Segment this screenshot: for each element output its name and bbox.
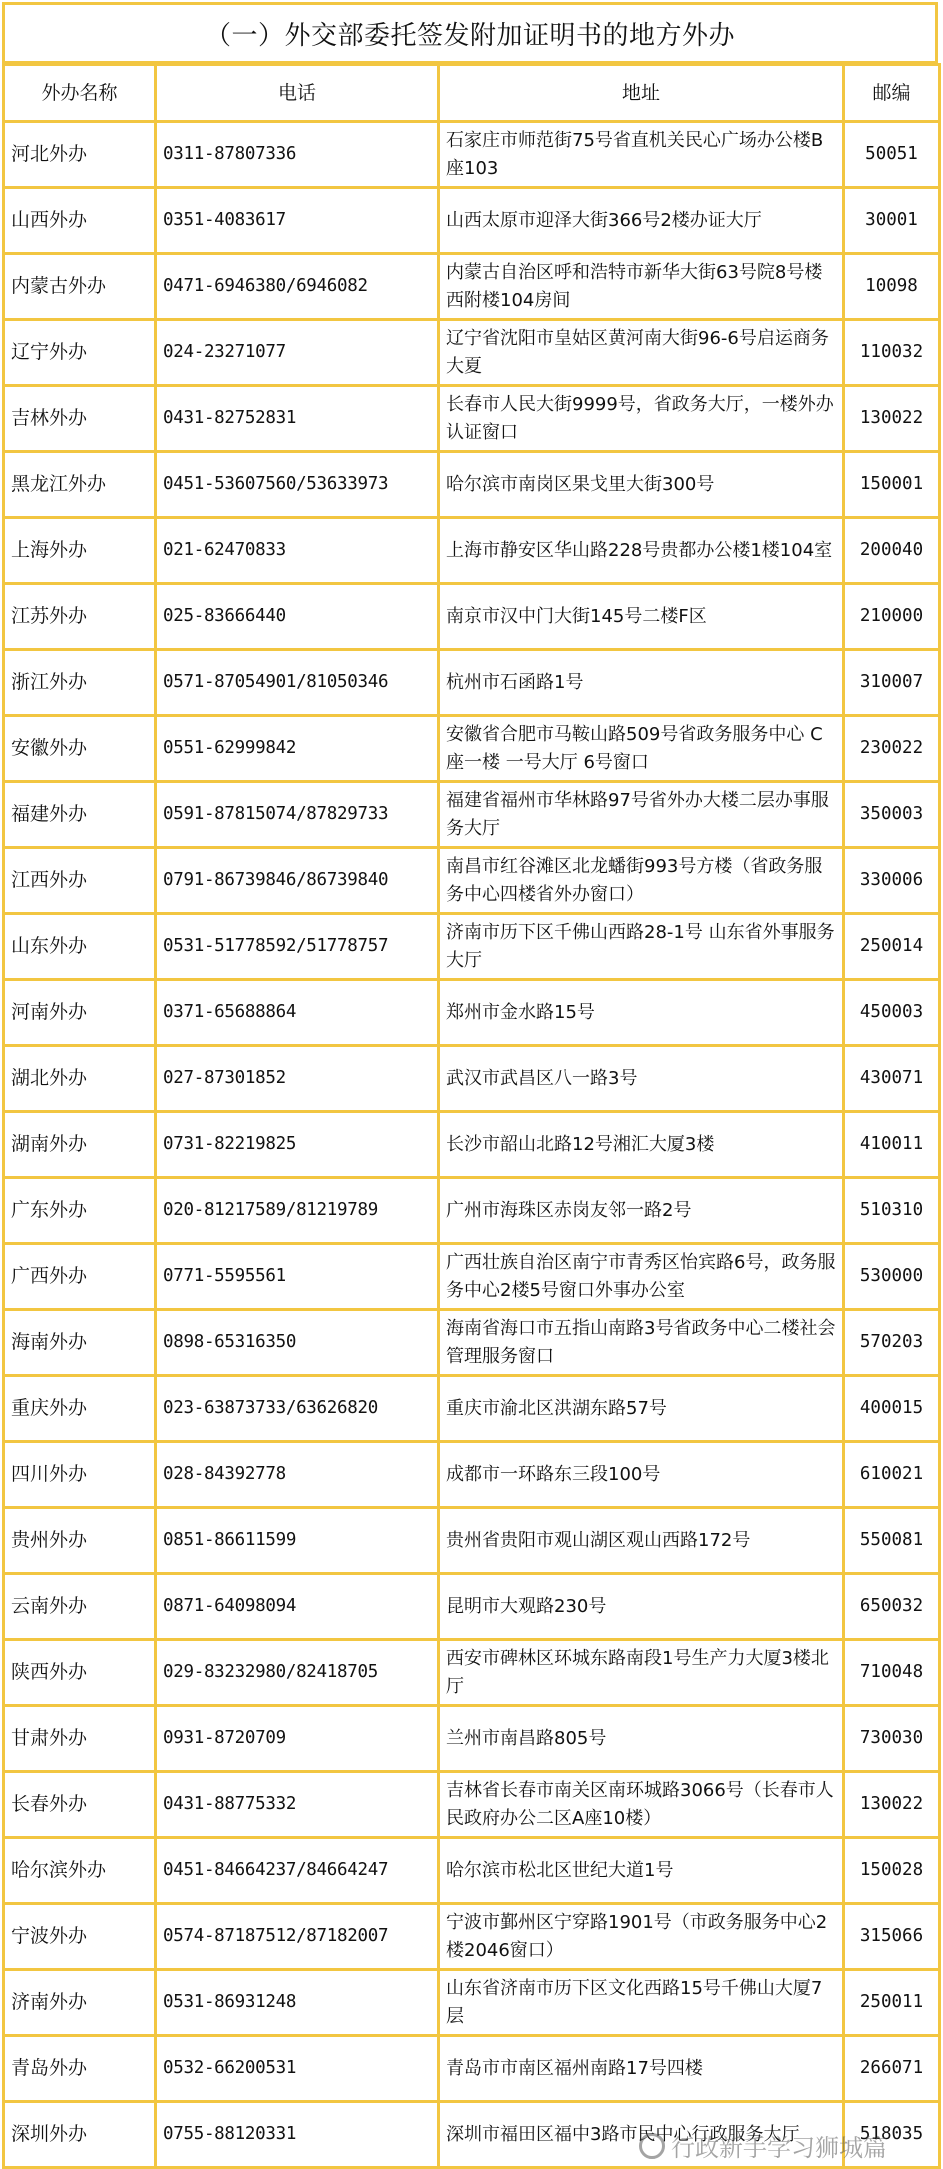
- office-name-cell: 江苏外办: [4, 584, 156, 650]
- header-zip: 邮编: [844, 65, 940, 122]
- phone-cell: 0731-82219825: [156, 1112, 439, 1178]
- table-row: [4, 584, 940, 650]
- zip-cell: 315066: [844, 1904, 940, 1970]
- office-name-cell: 福建外办: [4, 782, 156, 848]
- table-row: [4, 1640, 940, 1706]
- address-cell: 郑州市金水路15号: [439, 980, 844, 1046]
- table-row: [4, 320, 940, 386]
- zip-cell: 530000: [844, 1244, 940, 1310]
- phone-cell: 0431-88775332: [156, 1772, 439, 1838]
- office-name-cell: 贵州外办: [4, 1508, 156, 1574]
- watermark-text: 行政新手学习狮城篇: [671, 2134, 887, 2162]
- address-cell: 南京市汉中门大街145号二楼F区: [439, 584, 844, 650]
- office-name-cell: 上海外办: [4, 518, 156, 584]
- office-name-cell: 宁波外办: [4, 1904, 156, 1970]
- table-row: [4, 1904, 940, 1970]
- address-cell: 哈尔滨市南岗区果戈里大街300号: [439, 452, 844, 518]
- table-row: [4, 1706, 940, 1772]
- zip-cell: 130022: [844, 386, 940, 452]
- phone-cell: 0371-65688864: [156, 980, 439, 1046]
- zip-cell: 610021: [844, 1442, 940, 1508]
- phone-cell: 0591-87815074/87829733: [156, 782, 439, 848]
- address-cell: 宁波市鄞州区宁穿路1901号（市政务服务中心2楼2046窗口）: [439, 1904, 844, 1970]
- wechat-icon: [639, 2133, 665, 2159]
- table-row: [4, 980, 940, 1046]
- office-name-cell: 重庆外办: [4, 1376, 156, 1442]
- phone-cell: 0898-65316350: [156, 1310, 439, 1376]
- phone-cell: 0571-87054901/81050346: [156, 650, 439, 716]
- address-cell: 西安市碑林区环城东路南段1号生产力大厦3楼北厅: [439, 1640, 844, 1706]
- office-name-cell: 哈尔滨外办: [4, 1838, 156, 1904]
- address-cell: 石家庄市师范街75号省直机关民心广场办公楼B座103: [439, 122, 844, 188]
- office-name-cell: 湖南外办: [4, 1112, 156, 1178]
- table-row: [4, 1112, 940, 1178]
- table-row: [4, 716, 940, 782]
- address-cell: 昆明市大观路230号: [439, 1574, 844, 1640]
- phone-cell: 0311-87807336: [156, 122, 439, 188]
- address-cell: 武汉市武昌区八一路3号: [439, 1046, 844, 1112]
- zip-cell: 650032: [844, 1574, 940, 1640]
- office-name-cell: 济南外办: [4, 1970, 156, 2036]
- zip-cell: 330006: [844, 848, 940, 914]
- phone-cell: 029-83232980/82418705: [156, 1640, 439, 1706]
- phone-cell: 025-83666440: [156, 584, 439, 650]
- phone-cell: 0791-86739846/86739840: [156, 848, 439, 914]
- table-row: [4, 122, 940, 188]
- zip-cell: 310007: [844, 650, 940, 716]
- office-name-cell: 内蒙古外办: [4, 254, 156, 320]
- office-name-cell: 四川外办: [4, 1442, 156, 1508]
- table-row: [4, 452, 940, 518]
- zip-cell: 430071: [844, 1046, 940, 1112]
- table-title: （一）外交部委托签发附加证明书的地方外办: [2, 2, 938, 64]
- table-row: [4, 1310, 940, 1376]
- office-name-cell: 甘肃外办: [4, 1706, 156, 1772]
- address-cell: 广州市海珠区赤岗友邻一路2号: [439, 1178, 844, 1244]
- address-cell: 上海市静安区华山路228号贵都办公楼1楼104室: [439, 518, 844, 584]
- phone-cell: 0451-84664237/84664247: [156, 1838, 439, 1904]
- address-cell: 广西壮族自治区南宁市青秀区怡宾路6号，政务服务中心2楼5号窗口外事办公室: [439, 1244, 844, 1310]
- phone-cell: 0871-64098094: [156, 1574, 439, 1640]
- phone-cell: 027-87301852: [156, 1046, 439, 1112]
- phone-cell: 0532-66200531: [156, 2036, 439, 2102]
- office-name-cell: 安徽外办: [4, 716, 156, 782]
- table-row: [4, 848, 940, 914]
- office-name-cell: 广西外办: [4, 1244, 156, 1310]
- address-cell: 济南市历下区千佛山西路28-1号 山东省外事服务大厅: [439, 914, 844, 980]
- table-row: [4, 1442, 940, 1508]
- table-row: [4, 782, 940, 848]
- zip-cell: 410011: [844, 1112, 940, 1178]
- office-name-cell: 山西外办: [4, 188, 156, 254]
- office-name-cell: 广东外办: [4, 1178, 156, 1244]
- table-row: [4, 1574, 940, 1640]
- table-row: [4, 914, 940, 980]
- office-name-cell: 山东外办: [4, 914, 156, 980]
- zip-cell: 400015: [844, 1376, 940, 1442]
- office-name-cell: 吉林外办: [4, 386, 156, 452]
- table-row: [4, 1178, 940, 1244]
- table-row: [4, 1376, 940, 1442]
- zip-cell: 450003: [844, 980, 940, 1046]
- phone-cell: 021-62470833: [156, 518, 439, 584]
- zip-cell: 570203: [844, 1310, 940, 1376]
- office-name-cell: 黑龙江外办: [4, 452, 156, 518]
- zip-cell: 730030: [844, 1706, 940, 1772]
- phone-cell: 0931-8720709: [156, 1706, 439, 1772]
- phone-cell: 0531-51778592/51778757: [156, 914, 439, 980]
- office-name-cell: 青岛外办: [4, 2036, 156, 2102]
- zip-cell: 130022: [844, 1772, 940, 1838]
- office-name-cell: 长春外办: [4, 1772, 156, 1838]
- office-name-cell: 云南外办: [4, 1574, 156, 1640]
- phone-cell: 028-84392778: [156, 1442, 439, 1508]
- phone-cell: 020-81217589/81219789: [156, 1178, 439, 1244]
- phone-cell: 0755-88120331: [156, 2102, 439, 2168]
- address-cell: 福建省福州市华林路97号省外办大楼二层办事服务大厅: [439, 782, 844, 848]
- address-cell: 吉林省长春市南关区南环城路3066号（长春市人民政府办公二区A座10楼）: [439, 1772, 844, 1838]
- address-cell: 重庆市渝北区洪湖东路57号: [439, 1376, 844, 1442]
- address-cell: 内蒙古自治区呼和浩特市新华大街63号院8号楼西附楼104房间: [439, 254, 844, 320]
- address-cell: 哈尔滨市松北区世纪大道1号: [439, 1838, 844, 1904]
- office-name-cell: 河北外办: [4, 122, 156, 188]
- table-row: [4, 1046, 940, 1112]
- phone-cell: 024-23271077: [156, 320, 439, 386]
- address-cell: 成都市一环路东三段100号: [439, 1442, 844, 1508]
- table-row: [4, 254, 940, 320]
- header-phone: 电话: [156, 65, 439, 122]
- header-address: 地址: [439, 65, 844, 122]
- address-cell: 安徽省合肥市马鞍山路509号省政务服务中心 C座一楼 一号大厅 6号窗口: [439, 716, 844, 782]
- zip-cell: 230022: [844, 716, 940, 782]
- zip-cell: 150001: [844, 452, 940, 518]
- zip-cell: 30001: [844, 188, 940, 254]
- address-cell: 长沙市韶山北路12号湘汇大厦3楼: [439, 1112, 844, 1178]
- table-row: [4, 1772, 940, 1838]
- table-row: [4, 386, 940, 452]
- zip-cell: 10098: [844, 254, 940, 320]
- phone-cell: 0771-5595561: [156, 1244, 439, 1310]
- phone-cell: 0471-6946380/6946082: [156, 254, 439, 320]
- address-cell: 青岛市市南区福州南路17号四楼: [439, 2036, 844, 2102]
- phone-cell: 0531-86931248: [156, 1970, 439, 2036]
- office-name-cell: 江西外办: [4, 848, 156, 914]
- phone-cell: 023-63873733/63626820: [156, 1376, 439, 1442]
- zip-cell: 50051: [844, 122, 940, 188]
- zip-cell: 210000: [844, 584, 940, 650]
- phone-cell: 0551-62999842: [156, 716, 439, 782]
- phone-cell: 0431-82752831: [156, 386, 439, 452]
- table-row: [4, 2036, 940, 2102]
- zip-cell: 350003: [844, 782, 940, 848]
- phone-cell: 0851-86611599: [156, 1508, 439, 1574]
- address-cell: 杭州市石函路1号: [439, 650, 844, 716]
- address-cell: 辽宁省沈阳市皇姑区黄河南大街96-6号启运商务大夏: [439, 320, 844, 386]
- office-name-cell: 浙江外办: [4, 650, 156, 716]
- office-name-cell: 陕西外办: [4, 1640, 156, 1706]
- table-row: [4, 518, 940, 584]
- header-name: 外办名称: [4, 65, 156, 122]
- table-row: [4, 1970, 940, 2036]
- office-name-cell: 湖北外办: [4, 1046, 156, 1112]
- office-name-cell: 深圳外办: [4, 2102, 156, 2168]
- table-row: [4, 1508, 940, 1574]
- phone-cell: 0451-53607560/53633973: [156, 452, 439, 518]
- zip-cell: 110032: [844, 320, 940, 386]
- zip-cell: 150028: [844, 1838, 940, 1904]
- table-row: [4, 1838, 940, 1904]
- office-name-cell: 辽宁外办: [4, 320, 156, 386]
- watermark: [639, 2128, 887, 2163]
- table-row: [4, 188, 940, 254]
- phone-cell: 0351-4083617: [156, 188, 439, 254]
- foreign-affairs-offices-table: [2, 63, 941, 2169]
- zip-cell: 518035: [844, 2102, 940, 2168]
- address-cell: 南昌市红谷滩区北龙蟠街993号方楼（省政务服务中心四楼省外办窗口）: [439, 848, 844, 914]
- address-cell: 深圳市福田区福中3路市民中心行政服务大厅: [439, 2102, 844, 2168]
- header-row: [4, 65, 940, 122]
- address-cell: 长春市人民大街9999号，省政务大厅，一楼外办认证窗口: [439, 386, 844, 452]
- address-cell: 贵州省贵阳市观山湖区观山西路172号: [439, 1508, 844, 1574]
- zip-cell: 710048: [844, 1640, 940, 1706]
- zip-cell: 250011: [844, 1970, 940, 2036]
- address-cell: 山西太原市迎泽大街366号2楼办证大厅: [439, 188, 844, 254]
- phone-cell: 0574-87187512/87182007: [156, 1904, 439, 1970]
- address-cell: 山东省济南市历下区文化西路15号千佛山大厦7层: [439, 1970, 844, 2036]
- office-name-cell: 海南外办: [4, 1310, 156, 1376]
- table-row: [4, 1244, 940, 1310]
- zip-cell: 510310: [844, 1178, 940, 1244]
- table-row: [4, 650, 940, 716]
- zip-cell: 266071: [844, 2036, 940, 2102]
- address-cell: 海南省海口市五指山南路3号省政务中心二楼社会管理服务窗口: [439, 1310, 844, 1376]
- zip-cell: 250014: [844, 914, 940, 980]
- office-name-cell: 河南外办: [4, 980, 156, 1046]
- zip-cell: 550081: [844, 1508, 940, 1574]
- address-cell: 兰州市南昌路805号: [439, 1706, 844, 1772]
- zip-cell: 200040: [844, 518, 940, 584]
